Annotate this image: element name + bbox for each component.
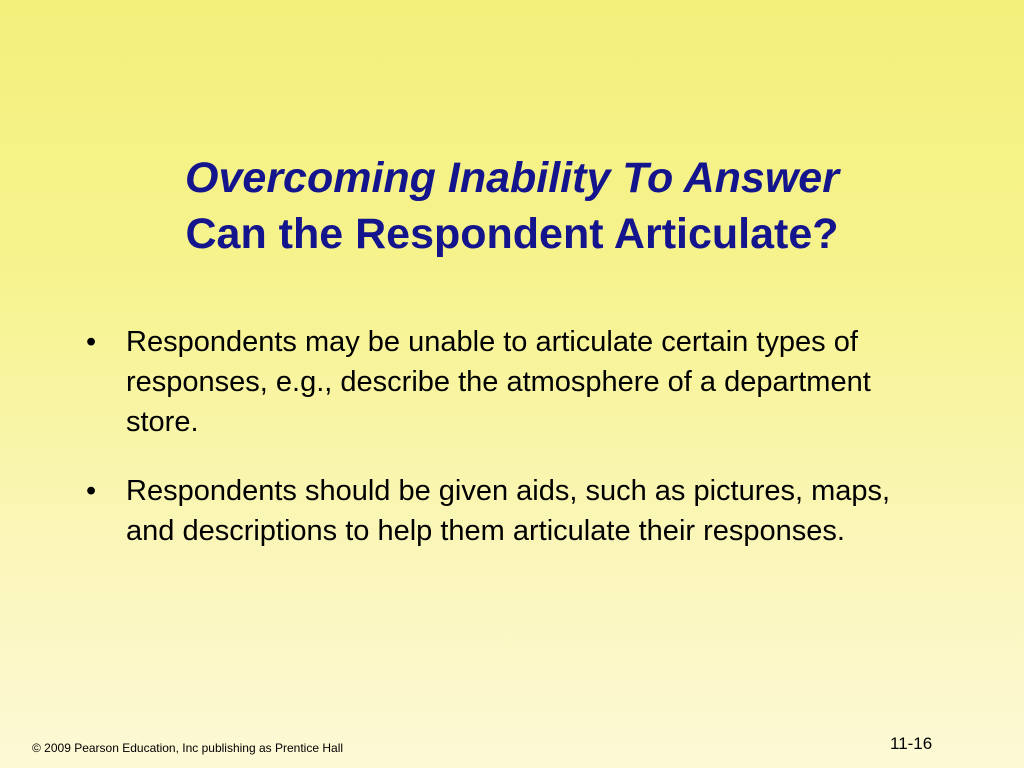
- slide-title: [0, 150, 1024, 262]
- slide-title-line-1: Overcoming Inability To Answer: [185, 154, 839, 202]
- bullet-marker-icon: •: [86, 475, 97, 507]
- bullet-text: Respondents may be unable to articulate certain types of responses, e.g., describe the atmosphere of a department store.: [126, 326, 871, 438]
- bullet-item-1: [86, 322, 936, 442]
- bullet-marker-icon: •: [86, 326, 97, 358]
- bullet-text: Respondents should be given aids, such as pictures, maps, and descriptions to help them articulate their responses.: [126, 475, 891, 547]
- bullet-item-2: [86, 471, 936, 551]
- page-number: 11-16: [890, 734, 933, 753]
- footer-copyright: © 2009 Pearson Education, Inc publishing as Prentice Hall: [32, 741, 344, 755]
- slide-title-line-2: Can the Respondent Articulate?: [185, 210, 839, 258]
- bullet-list: [86, 322, 936, 580]
